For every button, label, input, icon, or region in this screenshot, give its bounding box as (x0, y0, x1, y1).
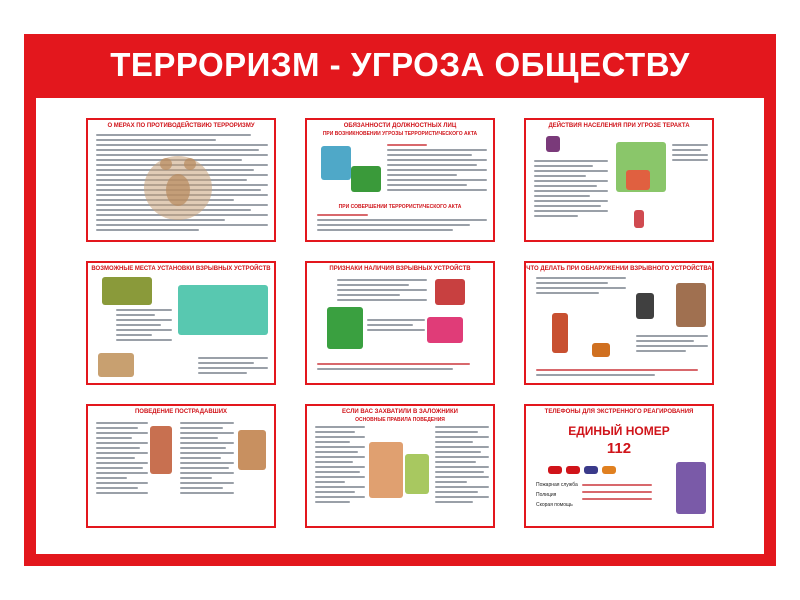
building-illustration (435, 279, 465, 305)
panel-text-block-2 (672, 144, 708, 164)
panel-hostage-rules (305, 404, 495, 528)
poster-title: ТЕРРОРИЗМ - УГРОЗА ОБЩЕСТВУ (110, 46, 690, 83)
unified-number-label: ЕДИНЫЙ НОМЕР (568, 424, 670, 438)
panel-emergency-phones (524, 404, 714, 528)
panel-heading: ЕСЛИ ВАС ЗАХВАТИЛИ В ЗАЛОЖНИКИ (342, 409, 458, 415)
box-illustration (427, 317, 463, 343)
panel-text-block (315, 426, 365, 506)
person-calling-illustration (676, 283, 706, 327)
hostage-woman-illustration (369, 442, 403, 498)
hostage-child-illustration (405, 454, 429, 494)
coat-of-arms-icon (138, 150, 218, 225)
panel-subheading: ПРИ ВОЗНИКНОВЕНИИ УГРОЗЫ ТЕРРОРИСТИЧЕСКОГО АКТА (322, 131, 478, 137)
station-illustration (178, 285, 268, 335)
panel-device-found-actions (524, 261, 714, 385)
bag-illustration (546, 136, 560, 152)
panel-text-block-2 (180, 422, 234, 497)
person-illustration (552, 313, 568, 353)
panel-text-block-2 (435, 426, 489, 506)
service-ambulance: Скорая помощь (536, 502, 573, 508)
panel-text-block-2 (636, 335, 708, 355)
package-illustration (327, 307, 363, 349)
service-police: Полиция (536, 492, 557, 498)
panel-heading: ВОЗМОЖНЫЕ МЕСТА УСТАНОВКИ ВЗРЫВНЫХ УСТРОЙСТВ (91, 266, 271, 272)
panel-heading: О МЕРАХ ПО ПРОТИВОДЕЙСТВИЮ ТЕРРОРИЗМУ (107, 123, 255, 129)
operator-logo-2 (566, 466, 580, 474)
panel-heading: ТЕЛЕФОНЫ ДЛЯ ЭКСТРЕННОГО РЕАГИРОВАНИЯ (544, 409, 694, 415)
victim-illustration (150, 426, 172, 474)
panel-text-block-3 (317, 363, 487, 373)
panel-text-block (387, 144, 487, 194)
water-cooler-illustration (321, 146, 351, 180)
house-illustration (98, 353, 134, 377)
panel-text-block-2 (367, 319, 425, 334)
panel-text-block (536, 277, 626, 297)
panel-public-actions (524, 118, 714, 242)
panel-heading: ЧТО ДЕЛАТЬ ПРИ ОБНАРУЖЕНИИ ВЗРЫВНОГО УСТРОЙСТВА (526, 266, 712, 272)
service-fire: Пожарная служба (536, 482, 578, 488)
panel-text-block (96, 422, 148, 497)
panel-heading: ПОВЕДЕНИЕ ПОСТРАДАВШИХ (134, 409, 228, 415)
panel-counter-terrorism-measures (86, 118, 276, 242)
suspicious-box-illustration (592, 343, 610, 357)
phone-illustration (636, 293, 654, 319)
telephone-icon (676, 462, 706, 514)
operator-logo-3 (584, 466, 598, 474)
panel-text-block-3 (536, 369, 706, 379)
victim-illustration-2 (238, 430, 266, 470)
panel-explosive-signs (305, 261, 495, 385)
phone-illustration (634, 210, 644, 228)
phone-numbers-grid (582, 484, 652, 503)
operator-logo-4 (602, 466, 616, 474)
panel-heading: ПРИЗНАКИ НАЛИЧИЯ ВЗРЫВНЫХ УСТРОЙСТВ (329, 266, 471, 272)
panel-subheading: ОСНОВНЫЕ ПРАВИЛА ПОВЕДЕНИЯ (355, 417, 445, 423)
panel-heading: ОБЯЗАННОСТИ ДОЛЖНОСТНЫХ ЛИЦ (343, 123, 457, 129)
poster-frame (24, 34, 776, 566)
person-illustration (626, 170, 650, 190)
panel-explosive-locations (86, 261, 276, 385)
panel-heading: ДЕЙСТВИЯ НАСЕЛЕНИЯ ПРИ УГРОЗЕ ТЕРАКТА (548, 123, 690, 129)
panel-text-block-2 (198, 357, 268, 377)
unified-number: 112 (606, 440, 632, 457)
poster-content-area (36, 98, 764, 554)
panel-subheading-2: ПРИ СОВЕРШЕНИИ ТЕРРОРИСТИЧЕСКОГО АКТА (338, 204, 462, 210)
panel-victims-behavior (86, 404, 276, 528)
panel-text-block (534, 160, 608, 220)
panel-text-block (337, 279, 427, 304)
panel-text-block-2 (317, 214, 487, 234)
panel-officials-duties (305, 118, 495, 242)
building-illustration (102, 277, 152, 305)
panel-text-block (116, 309, 172, 344)
bin-illustration (351, 166, 381, 192)
operator-logo (548, 466, 562, 474)
